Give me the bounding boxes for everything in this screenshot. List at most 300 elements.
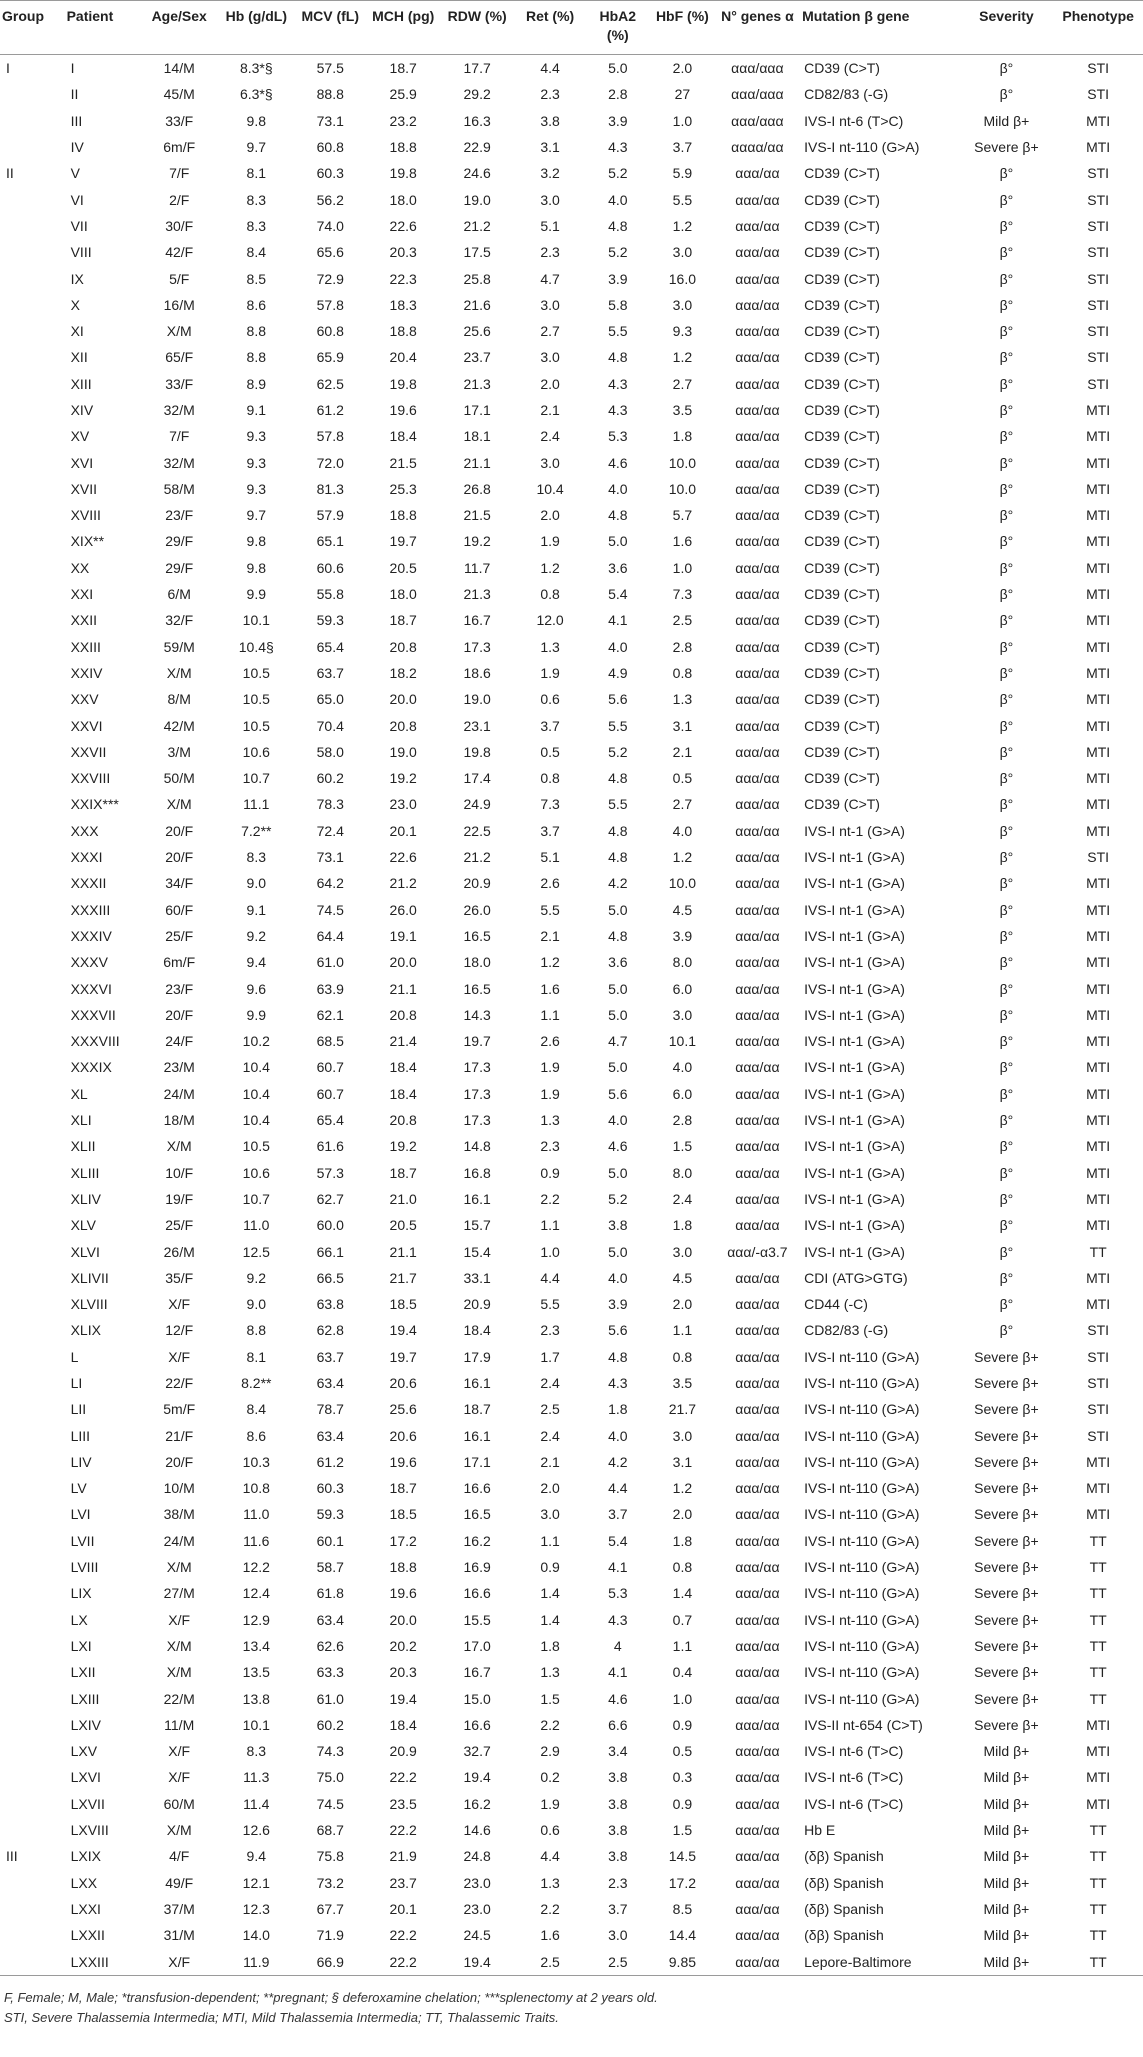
table-cell: 16/M	[163, 296, 195, 313]
table-cell: STI	[1087, 1348, 1110, 1365]
table-cell: 18.8	[389, 139, 417, 156]
table-cell: 60.0	[316, 1217, 344, 1234]
table-cell: 1.8	[540, 1637, 560, 1654]
table-cell: 3.0	[608, 1927, 628, 1944]
table-cell	[0, 1291, 65, 1317]
table-cell: 4.5	[672, 1269, 693, 1286]
table-cell: 31/M	[163, 1927, 195, 1944]
table-cell: 10.1	[242, 1716, 270, 1733]
table-cell: 24/M	[163, 1532, 195, 1549]
table-cell: X/M	[166, 1559, 192, 1576]
table-cell: 65.0	[316, 691, 344, 708]
table-cell: 14.8	[463, 1138, 491, 1155]
table-cell: 2.6	[540, 875, 560, 892]
table-cell: 3.8	[608, 1217, 628, 1234]
table-cell	[0, 1817, 65, 1843]
table-cell: IVS-I nt-1 (G>A)	[804, 1006, 905, 1023]
table-cell	[0, 186, 65, 212]
table-cell: 21.5	[463, 507, 491, 524]
table-cell: CD39 (C>T)	[804, 270, 880, 287]
table-cell: TT	[1089, 1900, 1107, 1917]
table-cell: TT	[1089, 1927, 1107, 1944]
table-cell: 11.0	[243, 1217, 270, 1234]
table-cell: XXVIII	[70, 770, 111, 787]
table-cell: β°	[999, 1269, 1014, 1286]
table-cell: Severe β+	[974, 1664, 1039, 1681]
table-cell: 20.3	[389, 244, 417, 261]
table-cell: 60.8	[316, 323, 344, 340]
table-cell: 60.3	[316, 1480, 344, 1497]
table-cell: ααα/αα	[735, 480, 780, 497]
table-cell: 17.3	[463, 638, 491, 655]
table-row	[0, 397, 1143, 423]
table-cell: 33/F	[165, 375, 194, 392]
table-cell: ααα/αα	[735, 1033, 780, 1050]
table-cell: β°	[999, 1217, 1014, 1234]
table-cell: 10.4	[536, 480, 564, 497]
table-cell: β°	[999, 638, 1014, 655]
table-cell: 9.3	[246, 428, 267, 445]
table-cell: ααα/αα	[735, 402, 780, 418]
table-cell: 66.9	[294, 1948, 367, 1975]
table-cell: 5.1	[540, 849, 560, 866]
table-cell: 0.8	[540, 586, 560, 603]
table-cell: MTI	[1086, 1743, 1111, 1760]
table-cell: 27/M	[163, 1585, 195, 1602]
table-cell: 5.5	[540, 901, 560, 918]
table-cell: 22.2	[389, 1927, 417, 1944]
table-cell: 3.8	[608, 1822, 628, 1839]
table-cell	[0, 1791, 65, 1817]
table-cell: 72.0	[316, 454, 344, 471]
table-cell: 11.1	[243, 796, 270, 813]
table-cell: 2.3	[540, 1138, 560, 1155]
table-cell: 62.1	[316, 1006, 344, 1023]
table-cell: MTI	[1086, 954, 1111, 971]
table-row	[0, 134, 1143, 160]
table-cell: 10.0	[668, 875, 697, 892]
table-cell: 17.7	[463, 60, 491, 77]
table-cell: 11.4	[243, 1795, 270, 1812]
table-cell: 14.3	[463, 1006, 491, 1023]
table-cell: IVS-I nt-6 (T>C)	[804, 112, 904, 129]
table-cell: MTI	[1086, 1217, 1111, 1234]
table-cell: MTI	[1086, 1164, 1111, 1181]
table-cell: MTI	[1086, 1033, 1111, 1050]
table-cell: 1.0	[672, 1690, 693, 1707]
table-cell: 11.0	[243, 1506, 270, 1523]
table-cell: 5.3	[608, 1585, 628, 1602]
table-cell: 4.8	[608, 770, 628, 787]
table-cell: 30/F	[165, 217, 194, 234]
table-cell: IVS-I nt-1 (G>A)	[804, 901, 905, 918]
table-cell: 4.6	[608, 1138, 628, 1155]
table-cell: ααα/αα	[735, 1532, 780, 1549]
table-cell: MTI	[1086, 875, 1111, 892]
table-cell: 65.1	[316, 533, 344, 550]
table-cell: 42/F	[165, 244, 194, 261]
column-header: Hb (g/dL)	[219, 1, 294, 55]
table-cell: 11.6	[243, 1532, 270, 1549]
table-row	[0, 923, 1143, 949]
table-cell: 3.1	[672, 1453, 693, 1470]
table-cell: 20.2	[389, 1637, 417, 1654]
table-row	[0, 1370, 1143, 1396]
table-cell: 10.5	[242, 717, 270, 734]
table-cell: 14.6	[463, 1822, 491, 1839]
table-cell: 9.4	[246, 954, 267, 971]
table-cell: ααα/αα	[735, 1085, 780, 1102]
table-cell: 1.9	[540, 664, 560, 681]
table-cell: 21.6	[463, 296, 491, 313]
table-cell: ααα/αα	[735, 980, 780, 997]
table-cell: 5.4	[608, 586, 628, 603]
table-cell	[0, 1712, 65, 1738]
table-cell: 8.6	[246, 296, 267, 313]
table-row	[0, 1291, 1143, 1317]
table-cell: 16.9	[463, 1559, 491, 1576]
table-cell: 4.0	[672, 822, 693, 839]
table-cell: 6/M	[167, 586, 191, 603]
table-cell: 60/M	[163, 1795, 195, 1812]
table-cell: 5.5	[608, 796, 628, 813]
table-cell: 19.8	[389, 165, 417, 182]
table-cell: 7.3	[672, 586, 693, 603]
table-cell: XI	[70, 323, 84, 340]
table-cell: 16.7	[463, 612, 491, 629]
table-row	[0, 1685, 1143, 1711]
table-cell: 4.7	[608, 1033, 628, 1050]
table-cell: ααα/αα	[735, 1743, 780, 1760]
table-row	[0, 1712, 1143, 1738]
table-cell: 1.6	[672, 533, 693, 550]
table-cell: 25.8	[463, 270, 491, 287]
table-cell: XLIII	[70, 1164, 100, 1181]
table-cell: MTI	[1086, 927, 1111, 944]
table-cell: 63.4	[316, 1374, 344, 1391]
table-cell: 2.4	[540, 1427, 560, 1444]
table-cell: LVIII	[70, 1559, 99, 1576]
table-cell: 19.1	[389, 927, 417, 944]
table-cell: 8.0	[672, 1164, 693, 1181]
header-row	[0, 1, 1143, 55]
table-row	[0, 423, 1143, 449]
table-cell	[0, 134, 65, 160]
table-cell: MTI	[1086, 717, 1111, 734]
table-cell: 1.9	[540, 1059, 560, 1076]
table-cell: CD39 (C>T)	[804, 349, 880, 366]
table-cell: 2.5	[672, 612, 693, 629]
table-cell: MTI	[1086, 796, 1111, 813]
table-cell: 1.0	[540, 1243, 560, 1260]
table-cell	[0, 712, 65, 738]
table-cell: X/M	[166, 664, 192, 681]
table-cell: Severe β+	[974, 1559, 1039, 1576]
table-cell	[0, 870, 65, 896]
table-cell: CD39 (C>T)	[804, 770, 880, 787]
table-cell: 5.0	[608, 1164, 628, 1181]
table-cell: 8.5	[246, 270, 267, 287]
table-cell: 1.2	[672, 1480, 693, 1497]
table-cell: 16.1	[463, 1374, 491, 1391]
table-cell: MTI	[1086, 454, 1111, 471]
table-cell: 20.5	[389, 1217, 417, 1234]
table-cell: 2.5	[515, 1948, 586, 1975]
table-cell: 4.2	[608, 1453, 628, 1470]
table-row	[0, 1738, 1143, 1764]
table-cell: I	[70, 60, 75, 77]
table-cell: Mild β+	[983, 1743, 1030, 1760]
table-cell: ααα/αα	[735, 1559, 780, 1576]
table-cell: 88.8	[316, 86, 344, 103]
table-cell: 18.4	[389, 1059, 417, 1076]
table-row	[0, 55, 1143, 82]
table-cell: CD82/83 (-G)	[804, 1322, 889, 1339]
table-cell: 0.7	[672, 1611, 693, 1628]
table-row	[0, 844, 1143, 870]
table-cell: 1.1	[672, 1637, 693, 1654]
table-cell: XXIX***	[70, 796, 119, 813]
table-cell: 3.0	[540, 454, 560, 471]
table-row	[0, 1554, 1143, 1580]
table-cell: XXXVIII	[70, 1033, 120, 1050]
table-cell: 29/F	[165, 533, 194, 550]
table-cell: 6.6	[608, 1716, 628, 1733]
table-cell	[0, 1738, 65, 1764]
table-cell: 4.8	[608, 217, 628, 234]
table-cell: LXV	[70, 1743, 98, 1760]
table-cell: MTI	[1086, 1138, 1111, 1155]
table-row	[0, 1028, 1143, 1054]
table-cell	[0, 1501, 65, 1527]
table-cell: IVS-I nt-1 (G>A)	[804, 1190, 905, 1207]
table-cell: XXXIX	[70, 1059, 112, 1076]
table-cell: 23.0	[463, 1900, 491, 1917]
table-cell: 50/M	[163, 770, 195, 787]
table-cell: 57.5	[316, 60, 344, 77]
table-cell: 74.5	[316, 901, 344, 918]
table-cell: X/F	[168, 1348, 191, 1365]
table-cell: β°	[999, 612, 1014, 629]
table-cell: β°	[999, 927, 1014, 944]
table-cell: 12.6	[242, 1822, 270, 1839]
table-cell: LXVIII	[70, 1822, 109, 1839]
table-cell: 19.6	[389, 1453, 417, 1470]
table-cell: 1.3	[672, 691, 693, 708]
table-cell: ααα/αα	[735, 1427, 780, 1444]
table-cell: 17.3	[463, 1059, 491, 1076]
table-cell: VII	[70, 217, 88, 234]
table-cell: 8.3	[246, 1743, 267, 1760]
table-cell: Severe β+	[974, 1585, 1039, 1602]
table-row	[0, 1580, 1143, 1606]
table-cell: 17.2	[389, 1532, 417, 1549]
table-cell: 24.6	[463, 165, 491, 182]
table-cell: MTI	[1086, 533, 1111, 550]
table-cell: 5.9	[672, 165, 693, 182]
table-cell: IVS-I nt-110 (G>A)	[804, 1611, 920, 1628]
table-cell: β°	[999, 1033, 1014, 1050]
table-cell: IVS-I nt-1 (G>A)	[804, 927, 905, 944]
table-cell: 14.0	[242, 1927, 270, 1944]
table-cell: CD39 (C>T)	[804, 717, 880, 734]
table-cell: ααα/αα	[735, 349, 780, 366]
table-cell: TT	[1089, 1585, 1107, 1602]
table-cell: CD39 (C>T)	[804, 638, 880, 655]
table-cell: MTI	[1086, 402, 1111, 418]
table-cell: 21.7	[389, 1269, 417, 1286]
table-row	[0, 213, 1143, 239]
table-cell: 23.7	[389, 1874, 417, 1891]
table-cell	[0, 1370, 65, 1396]
table-cell: XXXIV	[70, 927, 112, 944]
table-cell: XV	[70, 428, 90, 445]
table-cell	[0, 108, 65, 134]
table-footnotes	[0, 1976, 1143, 2028]
table-cell: LVII	[70, 1532, 95, 1549]
table-cell: 15.4	[463, 1243, 491, 1260]
table-cell	[0, 1317, 65, 1343]
table-cell: 19.0	[389, 743, 417, 760]
table-cell: 12.9	[242, 1611, 270, 1628]
table-cell: 2.3	[540, 86, 560, 103]
table-cell: STI	[1087, 296, 1110, 313]
table-cell: MTI	[1086, 1006, 1111, 1023]
table-cell: ααα/ααα	[731, 112, 784, 129]
table-cell: 8.3*§	[239, 60, 273, 77]
table-row	[0, 581, 1143, 607]
table-cell	[0, 1475, 65, 1501]
table-cell: 2.0	[672, 1296, 693, 1313]
table-cell: MTI	[1086, 507, 1111, 524]
table-cell: 5.8	[608, 296, 628, 313]
table-cell: 81.3	[316, 480, 344, 497]
table-cell: Mild β+	[983, 1900, 1030, 1917]
table-cell: 22.3	[389, 270, 417, 287]
table-cell	[0, 1869, 65, 1895]
table-cell: 23/F	[165, 507, 194, 524]
table-cell: 24.5	[463, 1927, 491, 1944]
table-cell: 5.5	[540, 1296, 560, 1313]
table-cell	[0, 1449, 65, 1475]
table-cell	[0, 581, 65, 607]
table-cell: 10.5	[242, 664, 270, 681]
table-cell: XII	[70, 349, 88, 366]
table-cell: 7.3	[540, 796, 560, 813]
table-cell: 8.1	[246, 1348, 267, 1365]
table-cell: IVS-I nt-1 (G>A)	[804, 849, 905, 866]
table-cell: 10/M	[163, 1480, 195, 1497]
table-cell: 16.8	[463, 1164, 491, 1181]
table-cell: 3.5	[672, 1374, 693, 1391]
table-cell: 22.2	[389, 1822, 417, 1839]
table-cell: Severe β+	[974, 1690, 1039, 1707]
table-cell: 19.6	[389, 1585, 417, 1602]
table-cell: ααα/αα	[735, 796, 780, 813]
table-cell: 71.9	[316, 1927, 344, 1944]
table-cell: 10.4§	[238, 638, 274, 655]
table-cell: ααα/αα	[735, 1164, 780, 1181]
table-cell: ααα/αα	[735, 1374, 780, 1391]
table-cell: 19.4	[440, 1948, 515, 1975]
table-body	[0, 55, 1143, 1976]
table-cell: IVS-I nt-1 (G>A)	[804, 1138, 905, 1155]
table-cell: 9.2	[246, 1269, 267, 1286]
table-row	[0, 108, 1143, 134]
table-cell: 1.2	[672, 849, 693, 866]
table-cell: 2.8	[608, 86, 628, 103]
table-cell: CD39 (C>T)	[804, 323, 880, 340]
table-cell: ααα/αα	[735, 454, 780, 471]
table-cell: 56.2	[316, 191, 344, 208]
table-cell: 21.3	[463, 375, 491, 392]
table-cell: 18.7	[463, 1401, 491, 1418]
table-cell: 16.5	[463, 927, 491, 944]
table-cell: 11.9	[219, 1948, 294, 1975]
table-cell	[0, 1607, 65, 1633]
table-cell: 18.4	[463, 1322, 491, 1339]
table-cell: MTI	[1086, 1269, 1111, 1286]
table-cell: 13.4	[242, 1637, 270, 1654]
table-cell: 17.1	[463, 402, 491, 418]
table-cell: 63.9	[316, 980, 344, 997]
table-cell	[0, 1896, 65, 1922]
table-cell: IVS-I nt-1 (G>A)	[804, 1217, 905, 1234]
table-cell: 32.7	[463, 1743, 491, 1760]
table-cell: 2.2	[540, 1900, 560, 1917]
table-cell: 12.5	[242, 1243, 270, 1260]
table-cell	[0, 686, 65, 712]
table-cell: β°	[999, 480, 1014, 497]
table-cell: β°	[999, 901, 1014, 918]
table-cell: β°	[999, 507, 1014, 524]
table-cell: 2.1	[540, 927, 560, 944]
table-cell: IVS-I nt-1 (G>A)	[804, 954, 905, 971]
table-cell: 20.0	[389, 691, 417, 708]
table-row	[0, 1659, 1143, 1685]
table-cell: 57.8	[316, 428, 344, 445]
table-cell	[0, 318, 65, 344]
table-cell: Mild β+	[983, 1795, 1030, 1812]
table-cell: TT	[1089, 1690, 1107, 1707]
table-cell: 8/M	[167, 691, 191, 708]
table-cell: ααα/αα	[735, 691, 780, 708]
table-cell: 20/F	[165, 1453, 194, 1470]
table-cell: 10.8	[242, 1480, 270, 1497]
table-cell: ααα/αα	[735, 1348, 780, 1365]
table-cell: 4.3	[608, 1611, 628, 1628]
table-cell: 5.6	[608, 1322, 628, 1339]
table-cell	[0, 528, 65, 554]
table-cell: ααα/αα	[735, 165, 780, 182]
table-cell: 5.0	[608, 1243, 628, 1260]
table-row	[0, 791, 1143, 817]
table-cell: 1.3	[540, 1664, 560, 1681]
table-cell: IV	[70, 139, 84, 156]
table-cell: 2.0	[540, 375, 560, 392]
table-cell: LXI	[70, 1637, 92, 1654]
table-cell: 2.3	[608, 1874, 628, 1891]
table-cell	[0, 423, 65, 449]
table-cell: 6.0	[672, 980, 693, 997]
table-cell: CD39 (C>T)	[804, 533, 880, 550]
table-cell: β°	[999, 244, 1014, 261]
table-row	[0, 239, 1143, 265]
table-cell: 29/F	[165, 559, 194, 576]
table-cell	[0, 634, 65, 660]
table-cell: ααα/αα	[735, 1453, 780, 1470]
table-cell: 21.1	[389, 980, 417, 997]
